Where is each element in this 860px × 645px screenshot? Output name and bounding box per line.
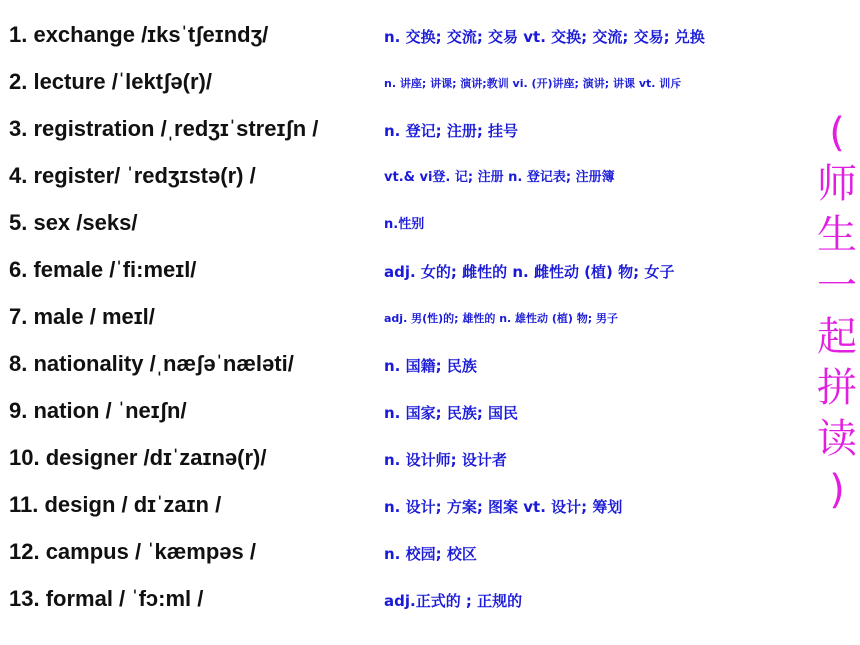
vocab-term: 2. lecture /ˈlektʃə(r)/ <box>9 69 212 94</box>
vocab-term: 1. exchange /ɪksˈtʃeɪndʒ/ <box>9 22 269 47</box>
vocab-row <box>0 443 800 490</box>
vocab-row <box>0 67 800 114</box>
vocab-definition: adj.正式的 ; 正规的 <box>384 592 523 610</box>
vocab-term: 13. formal / ˈfɔ:ml / <box>9 586 204 611</box>
side-label-read-together <box>812 108 860 516</box>
side-label-char: 一 <box>817 263 857 309</box>
side-label-char: ) <box>829 467 845 513</box>
vocab-definition: vt.& vi登. 记; 注册 n. 登记表; 注册簿 <box>384 170 615 185</box>
vocab-term: 8. nationality /ˌnæʃəˈnæləti/ <box>9 351 294 376</box>
vocab-definition: adj. 男(性)的; 雄性的 n. 雄性动 (植) 物; 男子 <box>384 312 618 325</box>
vocab-term: 11. design / dɪˈzaɪn / <box>9 492 222 517</box>
vocab-term: 7. male / meɪl/ <box>9 304 155 329</box>
side-label-char: 起 <box>817 314 857 360</box>
vocab-row <box>0 490 800 537</box>
vocab-definition: adj. 女的; 雌性的 n. 雌性动 (植) 物; 女子 <box>384 263 675 281</box>
vocab-definition: n. 国家; 民族; 国民 <box>384 404 519 422</box>
vocab-term: 5. sex /seks/ <box>9 210 138 235</box>
vocab-term: 12. campus / ˈkæmpəs / <box>9 539 256 564</box>
vocab-definition: n. 设计; 方案; 图案 vt. 设计; 筹划 <box>384 498 623 516</box>
vocab-definition: n. 国籍; 民族 <box>384 357 477 375</box>
side-label-char: ( <box>829 110 845 156</box>
vocab-row <box>0 302 800 349</box>
vocab-row <box>0 20 800 67</box>
vocab-definition: n. 登记; 注册; 挂号 <box>384 122 519 140</box>
side-label-char: 读 <box>817 416 857 462</box>
vocab-row <box>0 255 800 302</box>
vocab-row <box>0 161 800 208</box>
vocab-definition: n. 校园; 校区 <box>384 545 477 563</box>
vocab-definition: n. 讲座; 讲课; 演讲;教训 vi. (开)讲座; 演讲; 讲课 vt. 训斥 <box>384 77 682 90</box>
vocab-row <box>0 208 800 255</box>
vocab-term: 3. registration /ˌredʒɪˈstreɪʃn / <box>9 116 319 141</box>
vocab-row <box>0 349 800 396</box>
vocab-definition: n. 设计师; 设计者 <box>384 451 507 469</box>
vocab-term: 10. designer /dɪˈzaɪnə(r)/ <box>9 445 267 470</box>
vocab-term: 6. female /ˈfi:meɪl/ <box>9 257 197 282</box>
vocab-row <box>0 396 800 443</box>
vocab-term: 9. nation / ˈneɪʃn/ <box>9 398 187 423</box>
side-label-char: 拼 <box>817 365 857 411</box>
vocab-row <box>0 537 800 584</box>
vocab-definition: n.性别 <box>384 217 425 232</box>
side-label-char: 生 <box>817 212 857 258</box>
vocab-definition: n. 交换; 交流; 交易 vt. 交换; 交流; 交易; 兑换 <box>384 28 705 46</box>
side-label-char: 师 <box>817 161 857 207</box>
vocab-row <box>0 584 800 631</box>
vocab-row <box>0 114 800 161</box>
vocab-term: 4. register/ ˈredʒɪstə(r) / <box>9 163 256 188</box>
